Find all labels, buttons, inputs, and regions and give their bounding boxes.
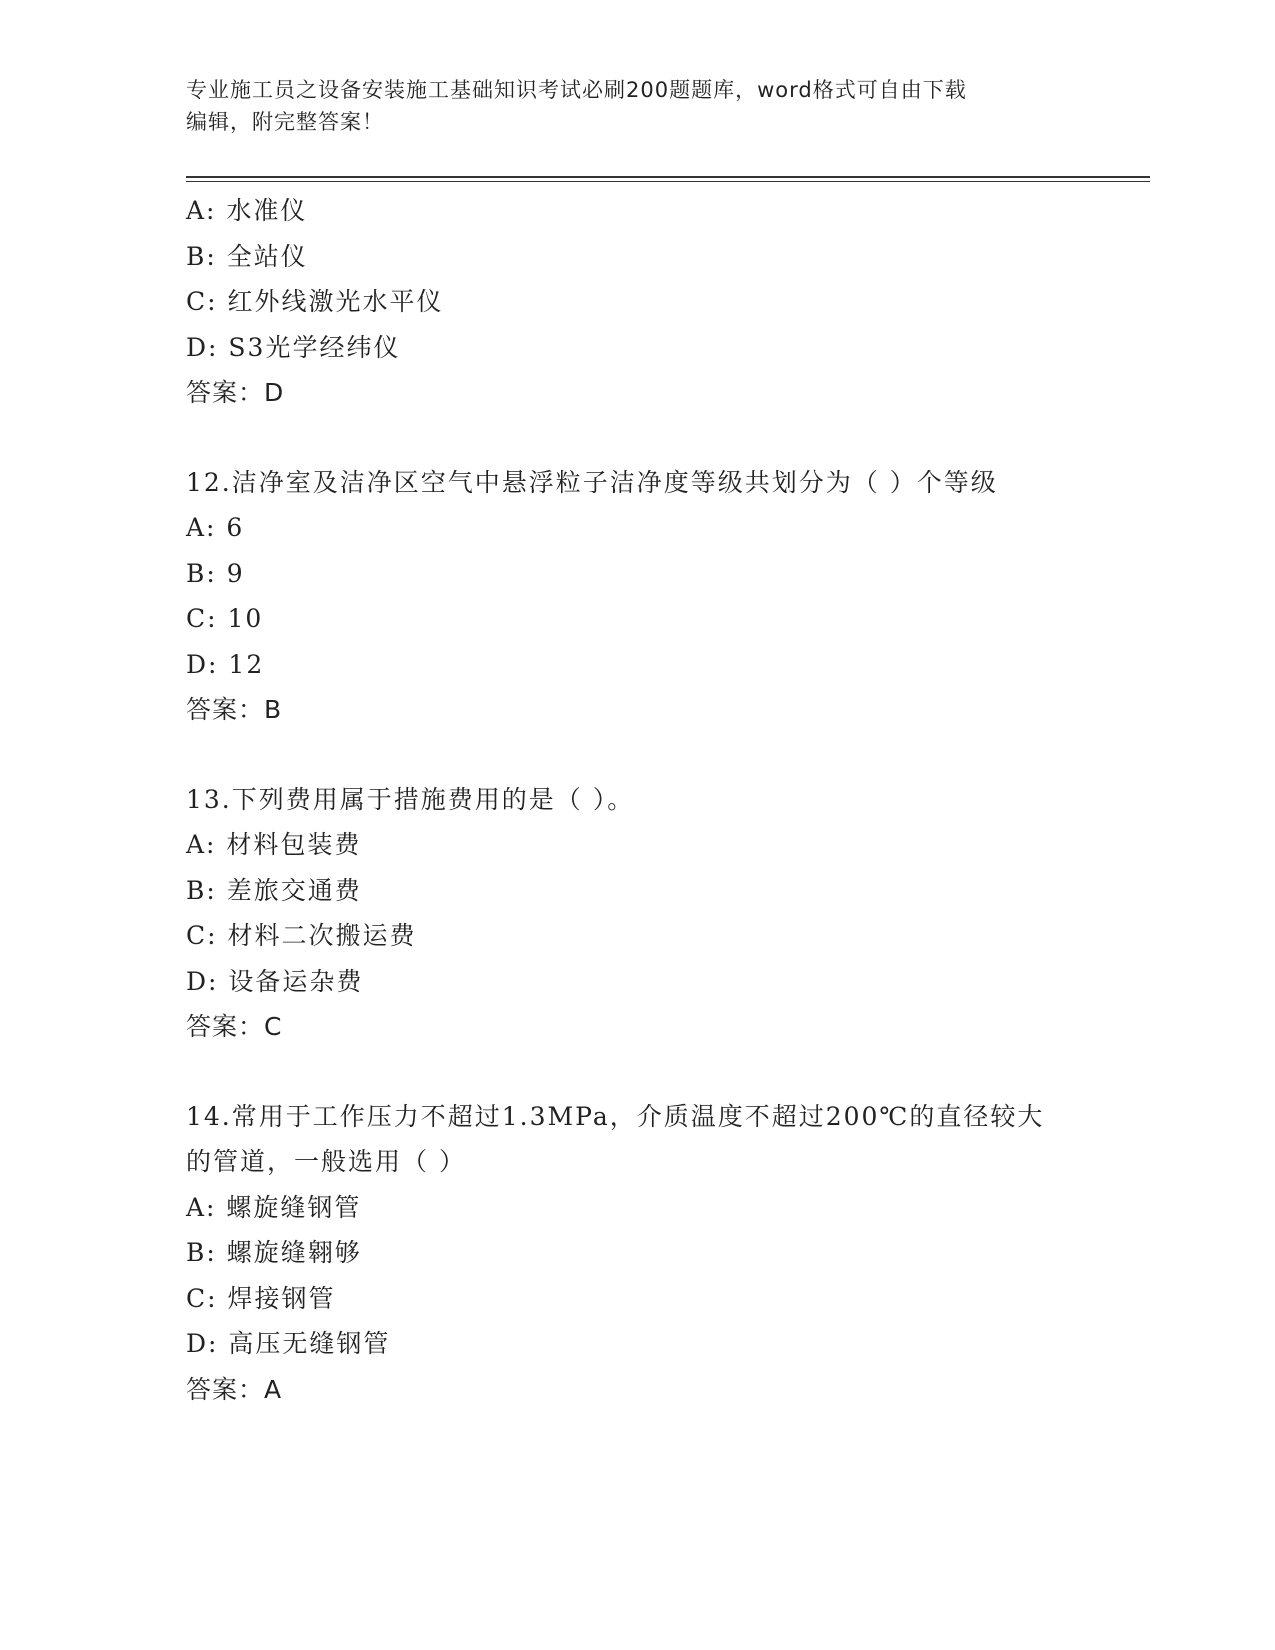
option-b: B: 螺旋缝翱够 [186, 1238, 362, 1267]
header-line-2: 编辑，附完整答案！ [186, 110, 384, 134]
question-13 [186, 777, 1086, 1050]
option-b: B: 9 [186, 558, 245, 588]
header-rule [186, 176, 1150, 178]
question-14 [186, 1094, 1086, 1413]
answer-line: 答案：B [186, 695, 283, 724]
option-c: C: 10 [186, 604, 264, 633]
option-d: D: 高压无缝钢管 [186, 1329, 391, 1358]
option-b: B: 全站仪 [186, 241, 308, 271]
header-rule-thin [186, 181, 1150, 182]
option-c: C: 材料二次搬运费 [186, 921, 417, 950]
option-c: C: 红外线激光水平仪 [186, 287, 444, 316]
question-stem: 13.下列费用属于措施费用的是（ ）。 [186, 784, 635, 814]
option-a: A: 材料包装费 [186, 830, 362, 859]
previous-question-tail [186, 188, 1086, 416]
question-12 [186, 460, 1086, 733]
header-line-1: 专业施工员之设备安装施工基础知识考试必刷200题题库，word格式可自由下载 [186, 78, 967, 102]
question-stem: 12.洁净室及洁净区空气中悬浮粒子洁净度等级共划分为（ ）个等级 [186, 467, 998, 497]
document-header [186, 74, 1066, 138]
answer-line: 答案：C [186, 1012, 283, 1041]
option-d: D: S3光学经纬仪 [186, 332, 401, 362]
question-stem-continued: 的管道，一般选用（ ） [186, 1147, 466, 1176]
option-d: D: 12 [186, 649, 265, 679]
option-a: A: 螺旋缝钢管 [186, 1192, 362, 1222]
option-c: C: 焊接钢管 [186, 1283, 336, 1313]
answer-line: 答案：D [186, 378, 285, 407]
option-a: A: 6 [186, 513, 245, 542]
option-b: B: 差旅交通费 [186, 875, 362, 905]
answer-line: 答案：A [186, 1374, 283, 1404]
option-a: A: 水准仪 [186, 196, 308, 225]
question-list [186, 188, 1086, 1412]
question-stem: 14.常用于工作压力不超过1.3MPa，介质温度不超过200℃的直径较大 [186, 1101, 1045, 1131]
option-d: D: 设备运杂费 [186, 966, 364, 996]
